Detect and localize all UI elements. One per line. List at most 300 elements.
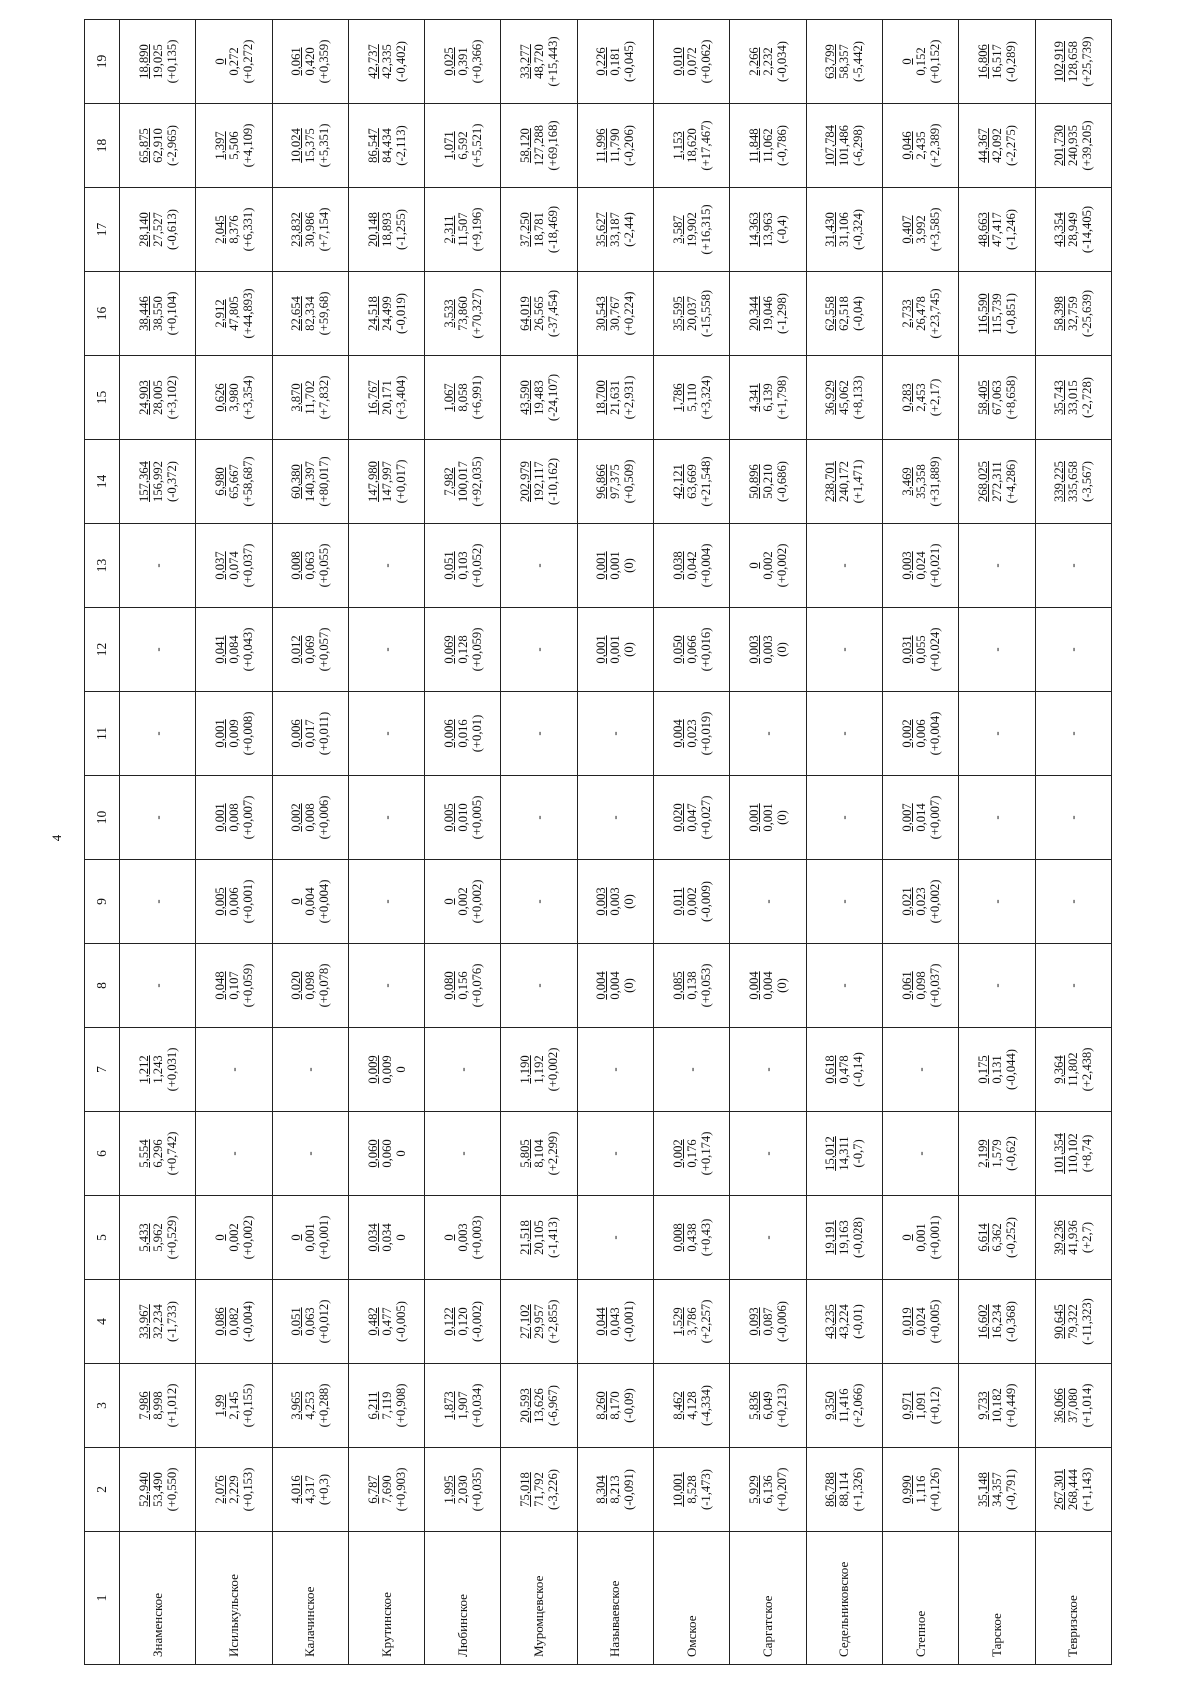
cell-value: 0,043 [608, 1307, 623, 1336]
empty-cell-dash: - [837, 815, 852, 820]
cell-value: 8,213 [608, 1475, 623, 1504]
cell-value: 41,936 [1066, 1220, 1081, 1255]
cell-value-underlined: 0,005 [441, 803, 456, 832]
cell-change: (+3,404) [393, 375, 408, 420]
cell-value-underlined: 0,048 [212, 971, 227, 1000]
column-header: 18 [85, 104, 120, 188]
empty-cell-dash: - [608, 1067, 623, 1072]
cell-value: 0,176 [684, 1139, 699, 1168]
empty-cell-dash: - [761, 1151, 776, 1156]
cell-value: 0,152 [913, 47, 928, 76]
cell-change: (-1,413) [546, 1217, 561, 1258]
table-cell [730, 1280, 806, 1364]
district-name: Исилькульское [196, 1532, 272, 1665]
cell-value-underlined: 0,031 [899, 635, 914, 664]
cell-value-underlined: 65,875 [136, 128, 151, 163]
table-cell [654, 1280, 730, 1364]
cell-value: 88,114 [837, 1472, 852, 1507]
table-cell [654, 1448, 730, 1532]
cell-value: 6,139 [761, 383, 776, 412]
table-cell [654, 1196, 730, 1280]
column-header: 7 [85, 1028, 120, 1112]
table-cell [196, 440, 272, 524]
cell-change: (+0,005) [469, 795, 484, 840]
cell-change: (+0,449) [1003, 1383, 1018, 1428]
cell-change: (-0,4) [775, 215, 790, 244]
table-cell [806, 1028, 882, 1112]
table-cell [1035, 356, 1111, 440]
cell-change: (+0,366) [469, 39, 484, 84]
cell-value: 30,767 [608, 296, 623, 331]
cell-change: (+0,076) [469, 963, 484, 1008]
cell-value: 0,024 [913, 1307, 928, 1336]
cell-value: 0,004 [608, 971, 623, 1000]
table-cell [120, 272, 196, 356]
cell-value-underlined: 16,767 [365, 380, 380, 415]
cell-change: (0) [622, 978, 637, 993]
table-cell [196, 524, 272, 608]
column-header: 11 [85, 692, 120, 776]
cell-change: (+21,548) [698, 456, 713, 507]
cell-change: (+0,007) [240, 795, 255, 840]
table-row [120, 20, 196, 1665]
cell-change: (+8,133) [851, 375, 866, 420]
table-cell [120, 1448, 196, 1532]
cell-change: (-0,7) [851, 1139, 866, 1168]
table-cell [654, 1364, 730, 1448]
cell-value-underlined: 1,071 [441, 131, 456, 160]
cell-value-underlined: 22,654 [289, 296, 304, 331]
cell-change: (-2,728) [1080, 377, 1095, 418]
cell-change: (+2,299) [546, 1131, 561, 1176]
cell-change: (-0,252) [1003, 1217, 1018, 1258]
cell-change: (-2,44) [622, 212, 637, 247]
cell-change: (-3,567) [1080, 461, 1095, 502]
cell-value: 0,023 [684, 719, 699, 748]
cell-value: 0,003 [608, 887, 623, 916]
table-cell [577, 20, 653, 104]
cell-change: (-0,62) [1003, 1136, 1018, 1171]
cell-value-underlined: 0,061 [289, 47, 304, 76]
table-cell [730, 524, 806, 608]
table-cell [272, 1364, 348, 1448]
cell-change: (-0,14) [851, 1052, 866, 1087]
cell-value-underlined: 0,086 [212, 1307, 227, 1336]
cell-change: 0 [393, 1066, 408, 1073]
column-header: 17 [85, 188, 120, 272]
table-cell [272, 20, 348, 104]
cell-value: 0,156 [455, 971, 470, 1000]
cell-value-underlined: 38,446 [136, 296, 151, 331]
table-row [272, 20, 348, 1665]
cell-value-underlined: 1,995 [441, 1475, 456, 1504]
table-cell [654, 608, 730, 692]
table-cell [959, 104, 1035, 188]
table-cell [654, 272, 730, 356]
cell-value-underlined: 24,903 [136, 380, 151, 415]
table-cell [730, 356, 806, 440]
cell-value: 29,957 [532, 1304, 547, 1339]
cell-value: 19,902 [684, 212, 699, 247]
cell-value: 47,417 [989, 212, 1004, 247]
cell-value-underlined: 0,034 [365, 1223, 380, 1252]
cell-value-underlined: 11,848 [747, 128, 762, 163]
table-cell [654, 1112, 730, 1196]
table-cell [348, 692, 424, 776]
cell-value-underlined: 0,041 [212, 635, 227, 664]
empty-cell-dash: - [226, 1151, 241, 1156]
cell-value-underlined: 339,225 [1052, 461, 1067, 502]
cell-value: 3,786 [684, 1307, 699, 1336]
table-cell [806, 440, 882, 524]
cell-value-underlined: 18,890 [136, 44, 151, 79]
empty-cell-dash: - [455, 1151, 470, 1156]
cell-change: (-2,965) [164, 125, 179, 166]
cell-value-underlined: 42,737 [365, 44, 380, 79]
cell-value-underlined: 35,743 [1052, 380, 1067, 415]
cell-value: 0,002 [226, 1223, 241, 1252]
cell-value: 5,962 [150, 1223, 165, 1252]
table-cell [654, 440, 730, 524]
cell-value: 0,001 [608, 551, 623, 580]
table-cell [730, 692, 806, 776]
table-cell [882, 1196, 958, 1280]
table-cell [120, 356, 196, 440]
cell-value: 0,272 [226, 47, 241, 76]
cell-value-underlined: 3,965 [289, 1391, 304, 1420]
cell-value-underlined: 0,006 [289, 719, 304, 748]
table-cell [425, 1448, 501, 1532]
cell-value-underlined: 3,587 [670, 215, 685, 244]
cell-value-underlined: 4,341 [747, 383, 762, 412]
table-cell [959, 1448, 1035, 1532]
table-cell [806, 608, 882, 692]
empty-cell-dash: - [379, 647, 394, 652]
cell-value: 33,015 [1066, 380, 1081, 415]
table-cell [882, 1280, 958, 1364]
cell-value-underlined: 5,929 [747, 1475, 762, 1504]
table-cell [959, 524, 1035, 608]
table-cell [654, 356, 730, 440]
cell-change: (+0,052) [469, 543, 484, 588]
cell-value-underlined: 5,805 [518, 1139, 533, 1168]
cell-value-underlined: 96,866 [594, 464, 609, 499]
cell-value: 1,091 [913, 1391, 928, 1420]
cell-value-underlined: 21,518 [518, 1220, 533, 1255]
cell-value: 11,802 [1066, 1052, 1081, 1087]
cell-value: 2,030 [455, 1475, 470, 1504]
district-name: Степное [882, 1532, 958, 1665]
empty-cell-dash: - [608, 1235, 623, 1240]
table-cell [1035, 1364, 1111, 1448]
cell-value: 4,128 [684, 1391, 699, 1420]
cell-value: 20,171 [379, 380, 394, 415]
cell-value: 8,998 [150, 1391, 165, 1420]
cell-change: (+0,055) [317, 543, 332, 588]
empty-cell-dash: - [761, 899, 776, 904]
column-header: 16 [85, 272, 120, 356]
cell-value: 28,005 [150, 380, 165, 415]
cell-value-underlined: 0,080 [441, 971, 456, 1000]
table-cell [959, 944, 1035, 1028]
cell-value-underlined: 5,836 [747, 1391, 762, 1420]
table-cell [1035, 20, 1111, 104]
cell-value: 27,527 [150, 212, 165, 247]
column-header: 8 [85, 944, 120, 1028]
cell-change: (-37,454) [546, 289, 561, 338]
cell-value: 53,490 [150, 1472, 165, 1507]
cell-change: (+2,855) [546, 1299, 561, 1344]
table-cell [577, 1196, 653, 1280]
empty-cell-dash: - [532, 731, 547, 736]
table-cell [348, 1364, 424, 1448]
cell-change: (-15,558) [698, 289, 713, 338]
cell-value-underlined: 20,593 [518, 1388, 533, 1423]
table-cell [272, 1280, 348, 1364]
column-header: 19 [85, 20, 120, 104]
table-cell [730, 608, 806, 692]
cell-change: (+0,3) [317, 1473, 332, 1506]
table-cell [272, 524, 348, 608]
empty-cell-dash: - [532, 563, 547, 568]
table-cell [196, 1028, 272, 1112]
table-cell [272, 104, 348, 188]
table-cell [1035, 1448, 1111, 1532]
table-cell [882, 440, 958, 524]
district-name: Омское [654, 1532, 730, 1665]
cell-value-underlined: 0,004 [594, 971, 609, 1000]
district-name: Седельниковское [806, 1532, 882, 1665]
empty-cell-dash: - [913, 1067, 928, 1072]
cell-value: 5,506 [226, 131, 241, 160]
cell-change: (-0,005) [393, 1301, 408, 1342]
cell-change: (+8,658) [1003, 375, 1018, 420]
cell-value-underlined: 0,002 [289, 803, 304, 832]
cell-value-underlined: 0,069 [441, 635, 456, 664]
cell-value-underlined: 33,967 [136, 1304, 151, 1339]
table-cell [959, 608, 1035, 692]
cell-change: (+0,104) [164, 291, 179, 336]
empty-cell-dash: - [379, 731, 394, 736]
cell-value-underlined: 0 [289, 898, 304, 905]
cell-value: 0,069 [303, 635, 318, 664]
table-cell [577, 272, 653, 356]
cell-value-underlined: 14,363 [747, 212, 762, 247]
cell-change: (+7,832) [317, 375, 332, 420]
cell-value: 71,792 [532, 1472, 547, 1507]
cell-value-underlined: 6,211 [365, 1391, 380, 1420]
cell-value: 67,063 [989, 380, 1004, 415]
cell-value: 2,145 [226, 1391, 241, 1420]
cell-change: (+0,016) [698, 627, 713, 672]
empty-cell-dash: - [761, 731, 776, 736]
table-cell [196, 104, 272, 188]
cell-value: 45,062 [837, 380, 852, 415]
cell-value: 0,010 [455, 803, 470, 832]
cell-value: 30,986 [303, 212, 318, 247]
table-cell [425, 776, 501, 860]
empty-cell-dash: - [684, 1067, 699, 1072]
table-cell [196, 1280, 272, 1364]
cell-change: (+0,034) [469, 1383, 484, 1428]
table-cell [730, 440, 806, 524]
cell-change: (+0,224) [622, 291, 637, 336]
cell-change: (+2,931) [622, 375, 637, 420]
cell-value-underlined: 64,019 [518, 296, 533, 331]
cell-value: 15,375 [303, 128, 318, 163]
cell-change: (+0,019) [698, 711, 713, 756]
cell-change: (+0,529) [164, 1215, 179, 1260]
cell-value: 0,006 [226, 887, 241, 916]
empty-cell-dash: - [1066, 563, 1081, 568]
table-cell [348, 860, 424, 944]
cell-value-underlined: 20,148 [365, 212, 380, 247]
table-cell [654, 692, 730, 776]
cell-value: 0,103 [455, 551, 470, 580]
table-cell [1035, 1112, 1111, 1196]
cell-value: 0,001 [608, 635, 623, 664]
column-header: 15 [85, 356, 120, 440]
cell-change: (+0,135) [164, 39, 179, 84]
empty-cell-dash: - [837, 899, 852, 904]
table-cell [730, 944, 806, 1028]
cell-value: 19,163 [837, 1220, 852, 1255]
cell-change: (+0,053) [698, 963, 713, 1008]
cell-value-underlined: 0,006 [441, 719, 456, 748]
cell-value: 0,008 [226, 803, 241, 832]
cell-value-underlined: 1,397 [212, 131, 227, 160]
cell-value: 97,375 [608, 464, 623, 499]
cell-value: 0,001 [761, 803, 776, 832]
cell-value: 0,131 [989, 1055, 1004, 1084]
cell-change: (-2,113) [393, 125, 408, 166]
cell-value: 34,357 [989, 1472, 1004, 1507]
table-cell [348, 1448, 424, 1532]
table-cell [882, 188, 958, 272]
cell-value: 38,550 [150, 296, 165, 331]
cell-change: (+0,002) [240, 1215, 255, 1260]
cell-value-underlined: 0,283 [899, 383, 914, 412]
table-cell [806, 692, 882, 776]
table-cell [348, 524, 424, 608]
table-cell [348, 20, 424, 104]
table-cell [806, 356, 882, 440]
cell-change: (-0,613) [164, 209, 179, 250]
cell-value: 32,759 [1066, 296, 1081, 331]
cell-value-underlined: 8,304 [594, 1475, 609, 1504]
column-header: 9 [85, 860, 120, 944]
cell-value-underlined: 0,020 [670, 803, 685, 832]
cell-value: 8,376 [226, 215, 241, 244]
column-header: 12 [85, 608, 120, 692]
cell-value: 335,658 [1066, 461, 1081, 502]
cell-value-underlined: 50,896 [747, 464, 762, 499]
cell-change: (-0,002) [469, 1301, 484, 1342]
cell-value-underlined: 27,102 [518, 1304, 533, 1339]
empty-cell-dash: - [532, 983, 547, 988]
cell-value: 0,477 [379, 1307, 394, 1336]
cell-change: (-0,091) [622, 1469, 637, 1510]
cell-value-underlined: 0,482 [365, 1307, 380, 1336]
cell-value: 0,420 [303, 47, 318, 76]
table-cell [196, 1112, 272, 1196]
cell-change: 0 [393, 1150, 408, 1157]
cell-change: (+0,007) [927, 795, 942, 840]
cell-change: (+70,327) [469, 288, 484, 339]
table-cell [425, 608, 501, 692]
empty-cell-dash: - [1066, 647, 1081, 652]
cell-value: 63,669 [684, 464, 699, 499]
table-cell [1035, 1280, 1111, 1364]
table-cell [348, 440, 424, 524]
table-cell [501, 104, 577, 188]
cell-change: (+9,196) [469, 207, 484, 252]
table-cell [959, 692, 1035, 776]
cell-change: (-1,733) [164, 1301, 179, 1342]
cell-value: 26,565 [532, 296, 547, 331]
table-row [196, 20, 272, 1665]
cell-value-underlined: 2,266 [747, 47, 762, 76]
cell-value: 13,626 [532, 1388, 547, 1423]
cell-value: 84,434 [379, 128, 394, 163]
cell-change: (-0,289) [1003, 41, 1018, 82]
cell-change: (+0,152) [927, 39, 942, 84]
table-cell [882, 1448, 958, 1532]
cell-value-underlined: 0,002 [899, 719, 914, 748]
cell-change: (+0,027) [698, 795, 713, 840]
cell-value: 11,416 [837, 1388, 852, 1423]
table-cell [577, 1448, 653, 1532]
table-cell [730, 1196, 806, 1280]
cell-change: (+59,68) [317, 291, 332, 336]
cell-change: (-0,04) [851, 296, 866, 331]
cell-value-underlined: 0,050 [670, 635, 685, 664]
cell-value-underlined: 6,980 [212, 467, 227, 496]
cell-value: 2,232 [761, 47, 776, 76]
cell-change: (-0,009) [698, 881, 713, 922]
table-row [501, 20, 577, 1665]
cell-value-underlined: 5,554 [136, 1139, 151, 1168]
table-cell [806, 944, 882, 1028]
table-cell [577, 188, 653, 272]
cell-value-underlined: 0,011 [670, 887, 685, 916]
empty-cell-dash: - [989, 647, 1004, 652]
cell-value-underlined: 75,018 [518, 1472, 533, 1507]
cell-change: (+0,004) [927, 711, 942, 756]
cell-value-underlined: 0 [212, 1234, 227, 1241]
cell-value: 2,453 [913, 383, 928, 412]
cell-value: 4,253 [303, 1391, 318, 1420]
cell-value: 35,358 [913, 464, 928, 499]
cell-value-underlined: 0,038 [670, 551, 685, 580]
table-cell [501, 1448, 577, 1532]
cell-change: (-18,469) [546, 205, 561, 254]
table-cell [577, 608, 653, 692]
table-cell [120, 1028, 196, 1112]
cell-value: 31,106 [837, 212, 852, 247]
empty-cell-dash: - [989, 983, 1004, 988]
cell-change: (-0,686) [775, 461, 790, 502]
cell-change: (+2,7) [1080, 1221, 1095, 1254]
cell-change: (+92,035) [469, 456, 484, 507]
empty-cell-dash: - [455, 1067, 470, 1072]
cell-value-underlined: 0,122 [441, 1307, 456, 1336]
cell-value: 140,397 [303, 461, 318, 502]
cell-value-underlined: 0 [899, 1234, 914, 1241]
cell-value: 0,017 [303, 719, 318, 748]
table-cell [1035, 692, 1111, 776]
cell-value: 0,004 [303, 887, 318, 916]
